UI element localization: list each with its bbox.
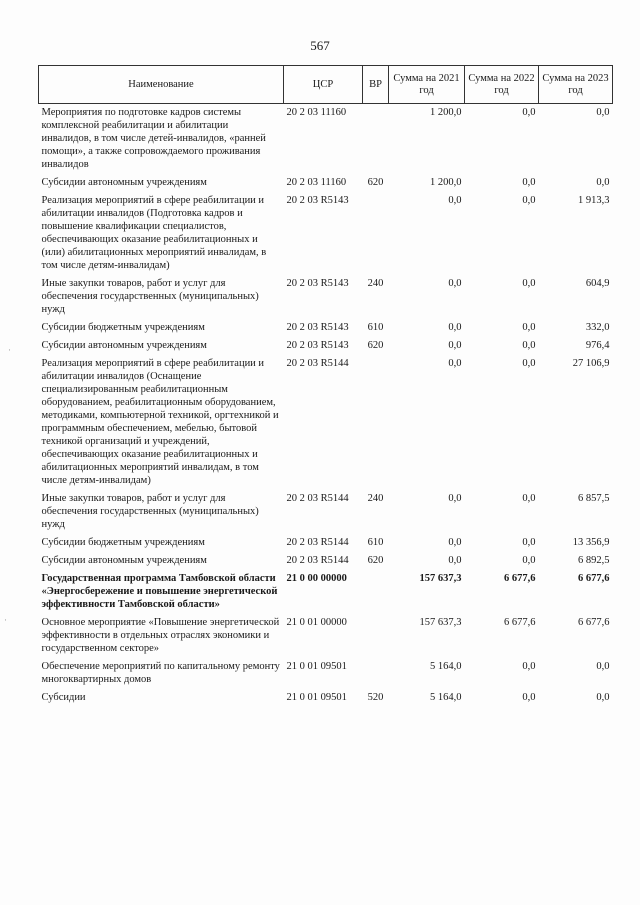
header-sum-2023: Сумма на 2023 год <box>539 66 613 104</box>
row-vr: 620 <box>367 340 384 351</box>
row-csr: 20 2 03 11160 <box>286 107 347 118</box>
row-sum-2021: 157 637,3 <box>419 617 462 628</box>
row-sum-2022: 0,0 <box>522 555 536 566</box>
row-vr: 620 <box>367 555 384 566</box>
table-row <box>39 176 613 194</box>
table-row <box>39 554 613 572</box>
row-sum-2021: 0,0 <box>448 195 462 206</box>
row-sum-2021: 0,0 <box>448 358 462 369</box>
row-csr: 20 2 03 R5143 <box>286 278 349 289</box>
row-name: Субсидии автономным учреждениям <box>41 340 207 351</box>
row-name: Основное мероприятие «Повышение энергетической эффективности в отдельных отраслях экономики и государственном секторе» <box>41 617 280 654</box>
scan-artifact: · <box>8 345 11 355</box>
row-vr: 240 <box>367 493 384 504</box>
row-vr: 240 <box>367 278 384 289</box>
row-name: Иные закупки товаров, работ и услуг для обеспечения государственных (муниципальных) нужд <box>41 278 259 315</box>
scan-artifact: · <box>4 615 7 625</box>
row-csr: 20 2 03 R5144 <box>286 537 349 548</box>
table-row <box>39 357 613 492</box>
row-sum-2022: 0,0 <box>522 493 536 504</box>
row-sum-2022: 0,0 <box>522 177 536 188</box>
row-csr: 20 2 03 R5143 <box>286 322 349 333</box>
row-vr <box>363 616 389 660</box>
page-number: 567 <box>310 38 330 53</box>
row-csr: 21 0 01 09501 <box>286 661 347 672</box>
row-sum-2022: 0,0 <box>522 340 536 351</box>
row-sum-2022: 0,0 <box>522 692 536 703</box>
table-row <box>39 321 613 339</box>
row-sum-2023: 13 356,9 <box>572 537 610 548</box>
row-vr: 610 <box>367 537 384 548</box>
row-name: Субсидии бюджетным учреждениям <box>41 322 205 333</box>
row-sum-2021: 5 164,0 <box>430 692 462 703</box>
header-sum-2021: Сумма на 2021 год <box>389 66 465 104</box>
row-csr: 20 2 03 R5144 <box>286 493 349 504</box>
row-sum-2021: 5 164,0 <box>430 661 462 672</box>
row-sum-2021: 0,0 <box>448 322 462 333</box>
row-csr: 21 0 01 09501 <box>286 692 347 703</box>
row-sum-2022: 0,0 <box>522 537 536 548</box>
row-sum-2021: 0,0 <box>448 340 462 351</box>
row-sum-2022: 0,0 <box>522 107 536 118</box>
row-csr: 20 2 03 R5143 <box>286 195 349 206</box>
row-vr <box>363 194 389 277</box>
row-sum-2022: 0,0 <box>522 278 536 289</box>
row-vr: 520 <box>367 692 384 703</box>
row-sum-2021: 0,0 <box>448 493 462 504</box>
row-vr: 610 <box>367 322 384 333</box>
row-sum-2023: 976,4 <box>585 340 610 351</box>
row-name: Субсидии бюджетным учреждениям <box>41 537 205 548</box>
row-name: Государственная программа Тамбовской области «Энергосбережение и повышение энергетической эффективности Тамбовской области» <box>41 573 278 610</box>
row-sum-2021: 0,0 <box>448 555 462 566</box>
header-vr: ВР <box>363 66 389 104</box>
row-vr <box>363 660 389 691</box>
table-row <box>39 691 613 709</box>
row-sum-2023: 332,0 <box>585 322 610 333</box>
table-row <box>39 492 613 536</box>
row-csr: 20 2 03 R5144 <box>286 555 349 566</box>
row-sum-2023: 604,9 <box>585 278 610 289</box>
row-csr: 21 0 00 00000 <box>286 573 347 584</box>
row-vr <box>363 357 389 492</box>
table-row <box>39 536 613 554</box>
row-sum-2023: 0,0 <box>596 692 610 703</box>
row-vr: 620 <box>367 177 384 188</box>
table-row <box>39 339 613 357</box>
row-sum-2022: 0,0 <box>522 195 536 206</box>
row-sum-2022: 6 677,6 <box>504 617 536 628</box>
row-vr <box>363 104 389 177</box>
row-sum-2021: 0,0 <box>448 278 462 289</box>
row-sum-2022: 0,0 <box>522 322 536 333</box>
row-sum-2023: 1 913,3 <box>578 195 610 206</box>
row-name: Субсидии <box>41 692 86 703</box>
row-name: Субсидии автономным учреждениям <box>41 177 207 188</box>
table-row <box>39 277 613 321</box>
row-csr: 20 2 03 R5144 <box>286 358 349 369</box>
row-sum-2021: 157 637,3 <box>419 573 462 584</box>
table-row <box>39 194 613 277</box>
row-sum-2023: 0,0 <box>596 661 610 672</box>
budget-table <box>38 65 613 709</box>
row-csr: 21 0 01 00000 <box>286 617 347 628</box>
table-row <box>39 660 613 691</box>
row-sum-2021: 1 200,0 <box>430 107 462 118</box>
row-name: Мероприятия по подготовке кадров системы комплексной реабилитации и абилитации инвалидов, в том числе детей-инвалидов, «ранней помощи», а также сопровождаемого проживания инвалидов <box>41 107 266 170</box>
row-vr <box>363 572 389 616</box>
row-name: Обеспечение мероприятий по капитальному ремонту многоквартирных домов <box>41 661 280 685</box>
row-sum-2022: 0,0 <box>522 358 536 369</box>
row-csr: 20 2 03 R5143 <box>286 340 349 351</box>
row-sum-2023: 6 677,6 <box>578 573 610 584</box>
row-sum-2022: 6 677,6 <box>504 573 536 584</box>
table-row <box>39 616 613 660</box>
row-sum-2023: 27 106,9 <box>572 358 610 369</box>
table-header-row <box>39 66 613 104</box>
row-name: Иные закупки товаров, работ и услуг для обеспечения государственных (муниципальных) нужд <box>41 493 259 530</box>
row-sum-2023: 6 857,5 <box>578 493 610 504</box>
table-body <box>39 104 613 710</box>
row-sum-2021: 0,0 <box>448 537 462 548</box>
row-csr: 20 2 03 11160 <box>286 177 347 188</box>
row-name: Реализация мероприятий в сфере реабилитации и абилитации инвалидов (Подготовка кадров и повышение квалификации специалистов, обеспечивающих оказание реабилитационных и (или) абилитационных мероприятий инвалидам, в том числе детям-инвалидам) <box>41 195 267 271</box>
row-sum-2021: 1 200,0 <box>430 177 462 188</box>
row-sum-2022: 0,0 <box>522 661 536 672</box>
row-sum-2023: 0,0 <box>596 107 610 118</box>
header-name: Наименование <box>39 66 284 104</box>
table-row <box>39 104 613 177</box>
header-sum-2022: Сумма на 2022 год <box>465 66 539 104</box>
row-sum-2023: 6 677,6 <box>578 617 610 628</box>
row-sum-2023: 0,0 <box>596 177 610 188</box>
row-name: Реализация мероприятий в сфере реабилитации и абилитации инвалидов (Оснащение специализированным реабилитационным оборудованием, реабилитационным оборудованием, методиками, компьютерной техникой, оргтехникой и программным обеспечением, мебелью, бытовой техникой организаций и учреждений, обеспечивающих оказание реабилитационных и абилитационных мероприятий инвалидам, в том числе детям-инвалидам) <box>41 358 279 486</box>
table-row <box>39 572 613 616</box>
row-sum-2023: 6 892,5 <box>578 555 610 566</box>
header-csr: ЦСР <box>284 66 363 104</box>
row-name: Субсидии автономным учреждениям <box>41 555 207 566</box>
